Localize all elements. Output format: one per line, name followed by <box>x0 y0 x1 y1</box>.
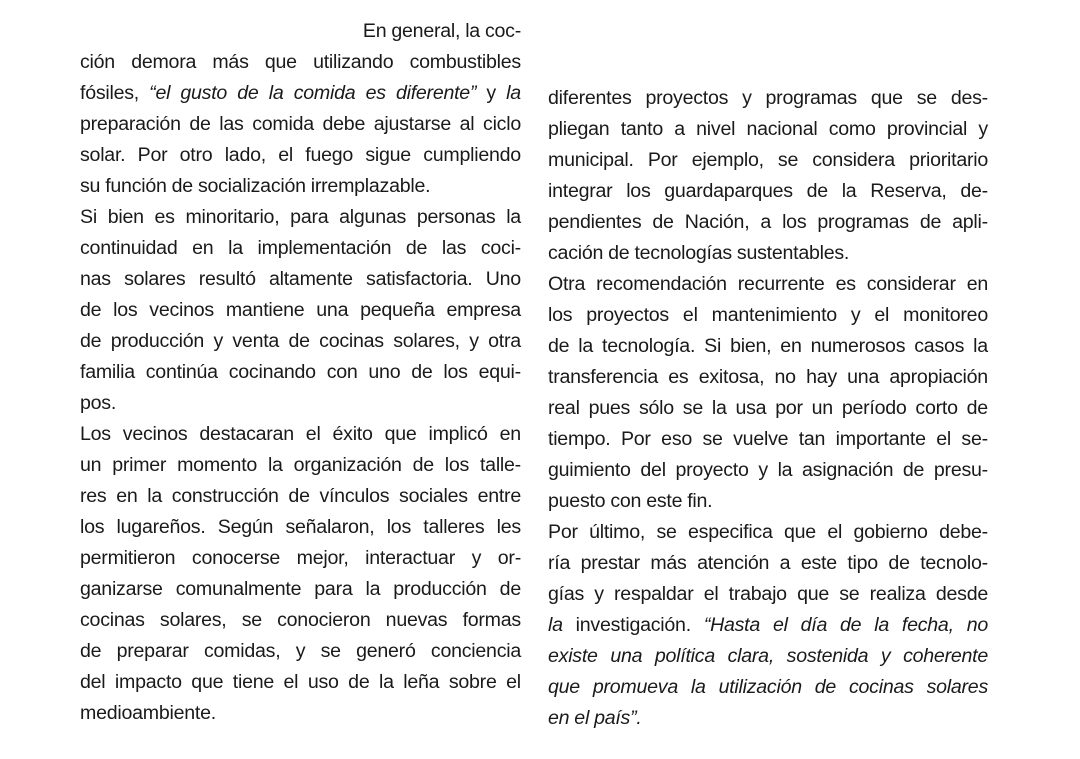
text-line: un primer momento la organización de los talle- <box>80 454 521 476</box>
text-line: pos. <box>80 392 117 414</box>
text-line: municipal. Por ejemplo, se considera prioritario <box>548 149 988 171</box>
text-line: Por último, se especifica que el gobierno debe- <box>548 521 988 543</box>
text-line: fósiles, “el gusto de la comida es diferente” y la <box>80 82 521 104</box>
text-line: de la tecnología. Si bien, en numerosos casos la <box>548 335 988 357</box>
text-line: de preparar comidas, y se generó conciencia <box>80 640 521 662</box>
text-line: transferencia es exitosa, no hay una apropiación <box>548 366 988 388</box>
text-line: permitieron conocerse mejor, interactuar y or- <box>80 547 521 569</box>
text-line: guimiento del proyecto y la asignación de presu- <box>548 459 988 481</box>
text-line: continuidad en la implementación de las coci- <box>80 237 521 259</box>
text-line: de los vecinos mantiene una pequeña empresa <box>80 299 521 321</box>
text-line: puesto con este fin. <box>548 490 713 512</box>
text-line: Los vecinos destacaran el éxito que implicó en <box>80 423 521 445</box>
text-line: ría prestar más atención a este tipo de tecnolo- <box>548 552 988 574</box>
text-line: medioambiente. <box>80 702 216 724</box>
text-line: de producción y venta de cocinas solares, y otra <box>80 330 521 352</box>
text-line: Si bien es minoritario, para algunas personas la <box>80 206 521 228</box>
text-line: familia continúa cocinando con uno de los equi- <box>80 361 521 383</box>
text-line: tiempo. Por eso se vuelve tan importante el se- <box>548 428 988 450</box>
text-line: ción demora más que utilizando combustibles <box>80 51 521 73</box>
text-line: gías y respaldar el trabajo que se realiza desde <box>548 583 988 605</box>
text-line: cación de tecnologías sustentables. <box>548 242 850 264</box>
text-line: en el país”. <box>548 707 642 729</box>
text-line: pendientes de Nación, a los programas de apli- <box>548 211 988 233</box>
text-line: real pues sólo se la usa por un período corto de <box>548 397 988 419</box>
text-line: la investigación. “Hasta el día de la fecha, no <box>548 614 988 636</box>
text-line: del impacto que tiene el uso de la leña sobre el <box>80 671 521 693</box>
text-line: su función de socialización irremplazable. <box>80 175 431 197</box>
text-line: los lugareños. Según señalaron, los talleres les <box>80 516 521 538</box>
text-line: que promueva la utilización de cocinas solares <box>548 676 988 698</box>
text-line: ganizarse comunalmente para la producción de <box>80 578 521 600</box>
text-line: pliegan tanto a nivel nacional como provincial y <box>548 118 988 140</box>
text-line: cocinas solares, se conocieron nuevas formas <box>80 609 521 631</box>
text-line: integrar los guardaparques de la Reserva, de- <box>548 180 988 202</box>
text-line: solar. Por otro lado, el fuego sigue cumpliendo <box>80 144 521 166</box>
text-line: Otra recomendación recurrente es considerar en <box>548 273 988 295</box>
text-line: En general, la coc- <box>362 20 521 42</box>
text-line: nas solares resultó altamente satisfactoria. Uno <box>80 268 521 290</box>
text-line: existe una política clara, sostenida y coherente <box>548 645 988 667</box>
text-line: los proyectos el mantenimiento y el monitoreo <box>548 304 988 326</box>
text-line: preparación de las comida debe ajustarse al ciclo <box>80 113 521 135</box>
text-line: diferentes proyectos y programas que se des- <box>548 87 988 109</box>
text-line: res en la construcción de vínculos sociales entre <box>80 485 521 507</box>
